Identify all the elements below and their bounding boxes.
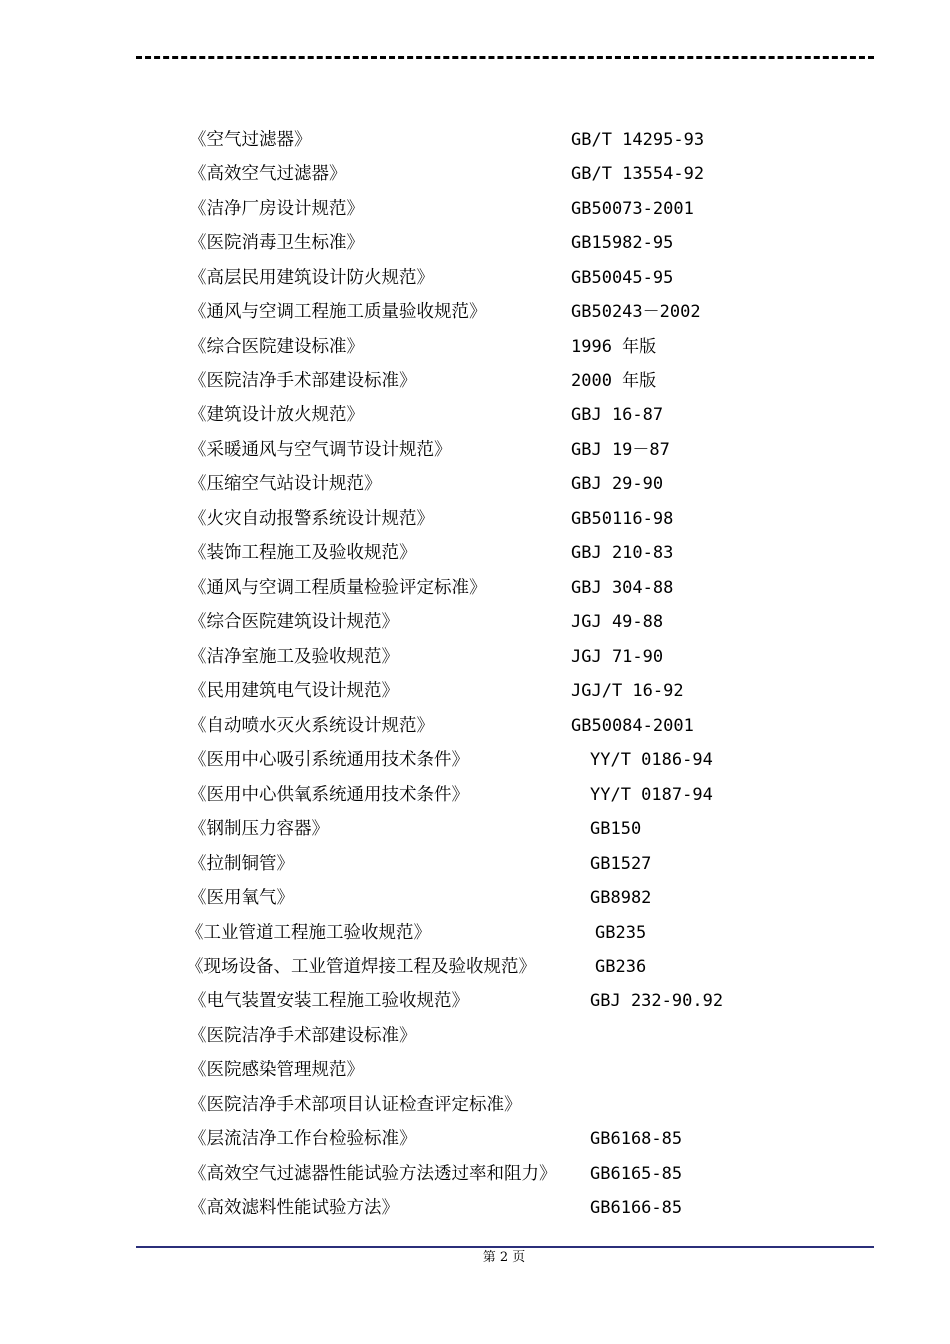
list-item <box>0 159 950 189</box>
standard-code: GB236 <box>595 957 647 977</box>
list-item <box>0 297 950 327</box>
standard-title: 《钢制压力容器》 <box>189 819 329 839</box>
standard-title: 《装饰工程施工及验收规范》 <box>189 543 417 563</box>
standard-code: GBJ 232-90.92 <box>590 991 724 1011</box>
standard-code: GB6165-85 <box>590 1164 683 1184</box>
standard-title: 《民用建筑电气设计规范》 <box>189 681 399 701</box>
standard-code: 1996 年版 <box>571 337 657 357</box>
standard-title: 《医院洁净手术部建设标准》 <box>189 1026 417 1046</box>
footer-rule <box>136 1246 874 1248</box>
list-item <box>0 504 950 534</box>
standard-code: GB50084-2001 <box>571 716 694 736</box>
list-item <box>0 435 950 465</box>
standard-code: GBJ 304-88 <box>571 578 674 598</box>
standard-title: 《医院洁净手术部项目认证检查评定标准》 <box>189 1095 522 1115</box>
standard-code: 2000 年版 <box>571 371 657 391</box>
list-item <box>0 883 950 913</box>
standard-title: 《综合医院建设标准》 <box>189 337 364 357</box>
standard-title: 《电气装置安装工程施工验收规范》 <box>189 991 469 1011</box>
standard-title: 《医院消毒卫生标准》 <box>189 233 364 253</box>
list-item <box>0 780 950 810</box>
standard-title: 《医用中心吸引系统通用技术条件》 <box>189 750 469 770</box>
standard-code: GB/T 14295-93 <box>571 130 705 150</box>
list-item <box>0 1159 950 1189</box>
standard-code: GBJ 16-87 <box>571 405 664 425</box>
standard-title: 《拉制铜管》 <box>189 854 294 874</box>
standard-code: GB50073-2001 <box>571 199 694 219</box>
standard-title: 《医用氧气》 <box>189 888 294 908</box>
list-item <box>0 538 950 568</box>
standard-code: GB/T 13554-92 <box>571 164 705 184</box>
standard-code: GB50243－2002 <box>571 302 701 322</box>
standard-code: GB15982-95 <box>571 233 674 253</box>
standard-code: JGJ 49-88 <box>571 612 664 632</box>
standard-code: YY/T 0186-94 <box>590 750 713 770</box>
standard-title: 《洁净室施工及验收规范》 <box>189 647 399 667</box>
standard-code: GB50045-95 <box>571 268 674 288</box>
standard-title: 《医用中心供氧系统通用技术条件》 <box>189 785 469 805</box>
standard-code: GB8982 <box>590 888 652 908</box>
standard-title: 《层流洁净工作台检验标准》 <box>189 1129 417 1149</box>
standard-title: 《现场设备、工业管道焊接工程及验收规范》 <box>186 957 536 977</box>
standard-code: GB235 <box>595 923 647 943</box>
standard-code: GB6166-85 <box>590 1198 683 1218</box>
list-item <box>0 642 950 672</box>
page-number: 第 2 页 <box>482 1250 526 1265</box>
standard-code: JGJ/T 16-92 <box>571 681 684 701</box>
standard-code: JGJ 71-90 <box>571 647 664 667</box>
standard-title: 《医院洁净手术部建设标准》 <box>189 371 417 391</box>
standard-code: GBJ 19－87 <box>571 440 670 460</box>
list-item <box>0 952 950 982</box>
list-item <box>0 400 950 430</box>
list-item <box>0 1193 950 1223</box>
standard-title: 《通风与空调工程质量检验评定标准》 <box>189 578 487 598</box>
list-item <box>0 228 950 258</box>
standard-title: 《高效滤料性能试验方法》 <box>189 1198 399 1218</box>
list-item <box>0 676 950 706</box>
list-item <box>0 814 950 844</box>
standard-title: 《工业管道工程施工验收规范》 <box>186 923 431 943</box>
standard-title: 《压缩空气站设计规范》 <box>189 474 382 494</box>
standard-code: GB50116-98 <box>571 509 674 529</box>
standard-title: 《采暖通风与空气调节设计规范》 <box>189 440 452 460</box>
list-item <box>0 986 950 1016</box>
standard-title: 《自动喷水灭火系统设计规范》 <box>189 716 434 736</box>
standard-title: 《高效空气过滤器》 <box>189 164 347 184</box>
list-item <box>0 366 950 396</box>
list-item <box>0 711 950 741</box>
standard-code: GB6168-85 <box>590 1129 683 1149</box>
standard-title: 《建筑设计放火规范》 <box>189 405 364 425</box>
list-item <box>0 607 950 637</box>
standard-code: GB1527 <box>590 854 652 874</box>
standard-title: 《综合医院建筑设计规范》 <box>189 612 399 632</box>
standard-code: GB150 <box>590 819 642 839</box>
list-item <box>0 1124 950 1154</box>
standard-title: 《高效空气过滤器性能试验方法透过率和阻力》 <box>189 1164 557 1184</box>
standard-code: GBJ 29-90 <box>571 474 664 494</box>
standard-title: 《高层民用建筑设计防火规范》 <box>189 268 434 288</box>
list-item <box>0 125 950 155</box>
list-item <box>0 745 950 775</box>
list-item <box>0 1021 950 1051</box>
standard-title: 《洁净厂房设计规范》 <box>189 199 364 219</box>
standard-code: GBJ 210-83 <box>571 543 674 563</box>
list-item <box>0 332 950 362</box>
list-item <box>0 849 950 879</box>
standard-title: 《通风与空调工程施工质量验收规范》 <box>189 302 487 322</box>
list-item <box>0 263 950 293</box>
standard-title: 《火灾自动报警系统设计规范》 <box>189 509 434 529</box>
standard-code: YY/T 0187-94 <box>590 785 713 805</box>
list-item <box>0 194 950 224</box>
standard-title: 《空气过滤器》 <box>189 130 312 150</box>
header-dashed-rule <box>136 56 874 59</box>
list-item <box>0 918 950 948</box>
list-item <box>0 1055 950 1085</box>
list-item <box>0 1090 950 1120</box>
standard-title: 《医院感染管理规范》 <box>189 1060 364 1080</box>
list-item <box>0 573 950 603</box>
list-item <box>0 469 950 499</box>
